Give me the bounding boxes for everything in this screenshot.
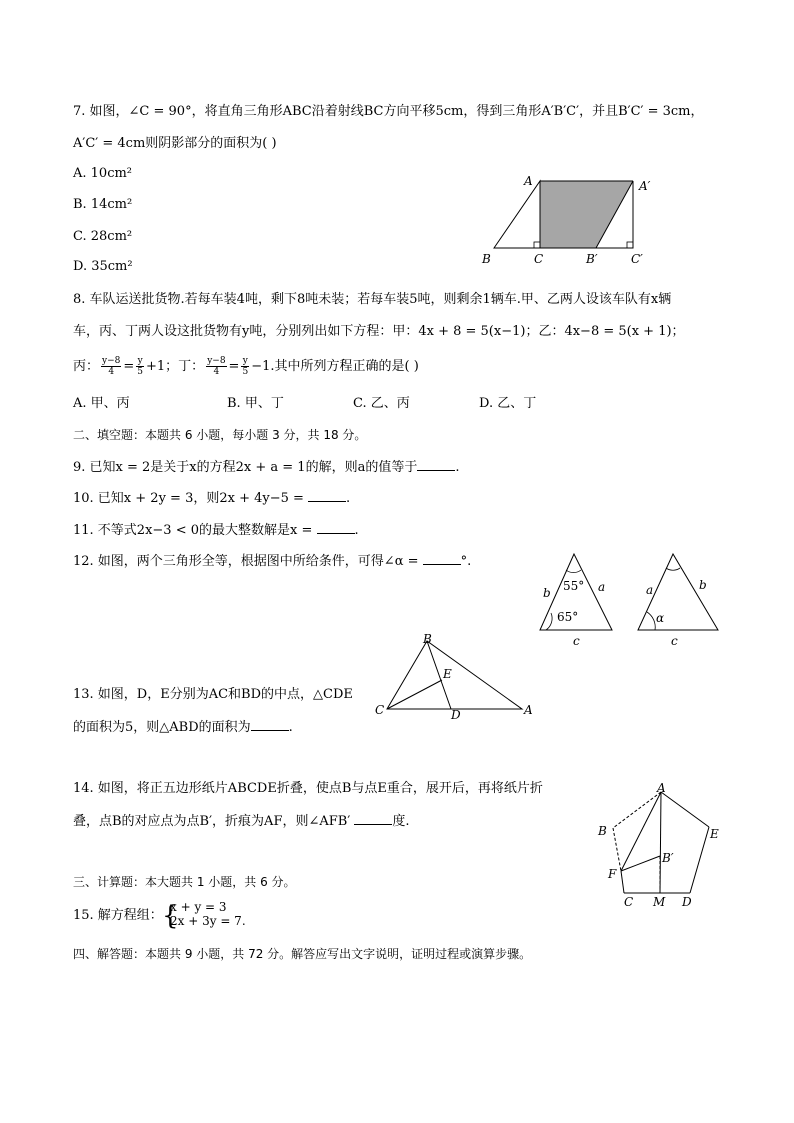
q7-option-c: C. 28cm²: [73, 229, 133, 244]
q8-option-b: B. 甲、丁: [227, 396, 284, 411]
q12-fig1-a: a: [598, 580, 606, 594]
q7-label-c: C: [534, 252, 544, 266]
q12-blank[interactable]: [423, 552, 461, 565]
q12-fig2-c: c: [671, 634, 678, 648]
q7-label-b-prime: B′: [586, 252, 598, 266]
q13-label-b: B: [423, 632, 432, 646]
q7-label-a-prime: A′: [639, 179, 651, 193]
q9-blank[interactable]: [417, 458, 455, 471]
q14-figure: [592, 780, 732, 910]
q15-brace: {: [162, 901, 179, 931]
q12-figure: [532, 550, 732, 650]
q8-bing-label: 丙：: [73, 359, 100, 374]
q15-label: 15. 解方程组：: [73, 908, 163, 923]
q12-angle-55: 55°: [563, 579, 585, 593]
q13-figure: [370, 632, 540, 727]
q7-line1: 7. 如图，∠C = 90°，将直角三角形ABC沿着射线BC方向平移5cm，得到三角形A′B′C′，并且B′C′ = 3cm，: [73, 104, 704, 119]
q7-label-c-prime: C′: [631, 252, 643, 266]
q7-figure: [478, 170, 668, 270]
q8-ding-frac2: $\frac{y}{5}$: [242, 356, 249, 377]
q8-bing-frac1: $\frac{y-8}{4}$: [102, 356, 121, 377]
q10-blank[interactable]: [308, 489, 346, 502]
q8-line2: 车，丙、丁两人设这批货物有y吨，分别列出如下方程：甲：4x + 8 = 5(x−1)；乙：4x−8 = 5(x + 1)；: [73, 324, 685, 339]
q13-line2: 的面积为5，则△ABD的面积为 .: [73, 720, 293, 735]
q14-blank[interactable]: [354, 812, 392, 825]
q12-angle-65: 65°: [557, 610, 579, 624]
q14-label-c: C: [624, 895, 634, 909]
q14-label-f: F: [608, 867, 617, 881]
q13-line1: 13. 如图，D，E分别为AC和BD的中点，△CDE: [73, 687, 353, 702]
q8-line1: 8. 车队运送批货物.若每车装4吨，剩下8吨未装；若每车装5吨，则剩余1辆车.甲、乙两人设该车队有x辆: [73, 292, 672, 307]
q11-blank[interactable]: [317, 521, 355, 534]
q8-ding-frac1: $\frac{y-8}{4}$: [207, 356, 226, 377]
q7-label-a: A: [524, 174, 533, 188]
q15-eq2: 2x + 3y = 7.: [170, 914, 246, 928]
q14-label-b-prime: B′: [662, 851, 674, 865]
q13-label-d: D: [451, 708, 461, 722]
q14-label-e: E: [710, 827, 719, 841]
q14-line2: 叠，点B的对应点为点B′，折痕为AF，则∠AFB′ 度.: [73, 814, 410, 829]
q7-option-a: A. 10cm²: [73, 166, 133, 181]
q7-line2: A′C′ = 4cm则阴影部分的面积为( ): [73, 136, 277, 151]
q15-eq1: x + y = 3: [170, 900, 227, 914]
q8-option-a: A. 甲、丙: [73, 396, 130, 411]
q12-fig2-b: b: [699, 578, 707, 592]
q12-fig1-b: b: [543, 586, 551, 600]
q7-option-b: B. 14cm²: [73, 197, 133, 212]
section3-heading: 三、计算题：本大题共 1 小题，共 6 分。: [73, 875, 296, 889]
q8-option-d: D. 乙、丁: [479, 396, 537, 411]
q9: 9. 已知x = 2是关于x的方程2x + a = 1的解，则a的值等于 .: [73, 460, 460, 475]
q14-label-d: D: [682, 895, 692, 909]
q11: 11. 不等式2x−3 < 0的最大整数解是x = .: [73, 523, 359, 538]
q13-label-e: E: [443, 667, 452, 681]
section4-heading: 四、解答题：本题共 9 小题，共 72 分。解答应写出文字说明，证明过程或演算步骤。: [73, 947, 532, 961]
q13-label-c: C: [375, 703, 385, 717]
q12-fig1-c: c: [573, 634, 580, 648]
q12: 12. 如图，两个三角形全等，根据图中所给条件，可得∠α = °.: [73, 554, 472, 569]
q14-label-b: B: [598, 824, 607, 838]
q14-label-m: M: [653, 895, 666, 909]
q7-option-d: D. 35cm²: [73, 259, 133, 274]
section2-heading: 二、填空题：本题共 6 小题，每小题 3 分，共 18 分。: [73, 428, 367, 442]
q12-fig2-alpha: α: [656, 611, 665, 625]
q8-option-c: C. 乙、丙: [353, 396, 410, 411]
q7-label-b: B: [482, 252, 491, 266]
q8-line3: 丙： $\frac{y-8}{4}$ = $\frac{y}{5}$ +1；丁： $\frac{y-8}{4}$ = $\frac{y}{5}$ −1.其中所列方程正确的是( ): [73, 356, 419, 377]
q14-label-a: A: [657, 781, 666, 795]
q10: 10. 已知x + 2y = 3，则2x + 4y−5 = .: [73, 491, 351, 506]
q14-line1: 14. 如图，将正五边形纸片ABCDE折叠，使点B与点E重合，展开后，再将纸片折: [73, 781, 543, 796]
q8-bing-frac2: $\frac{y}{5}$: [137, 356, 144, 377]
q13-blank[interactable]: [251, 718, 289, 731]
q12-fig2-a: a: [646, 583, 654, 597]
q13-label-a: A: [524, 703, 533, 717]
